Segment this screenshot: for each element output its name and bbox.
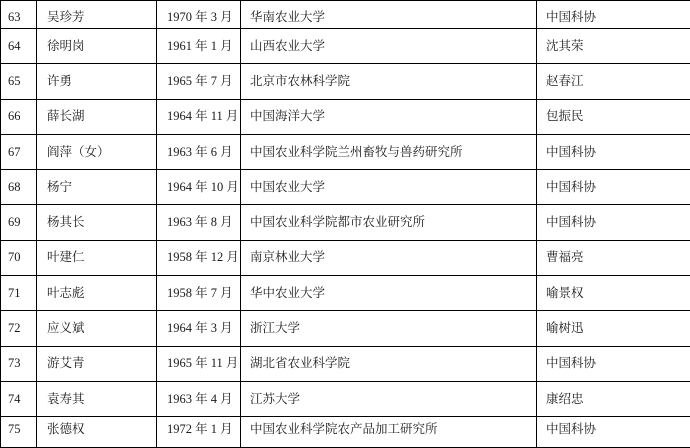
cell-name xyxy=(37,311,157,346)
cell-org xyxy=(241,276,537,311)
cell-birth xyxy=(157,346,241,381)
cell-org xyxy=(241,205,537,240)
cell-org xyxy=(241,381,537,416)
cell-index xyxy=(1,170,37,205)
name-text: 游艾青 xyxy=(37,356,156,371)
birth-text: 1963 年 6 月 xyxy=(157,145,240,160)
recommender-text: 中国科协 xyxy=(537,145,690,160)
org-text: 江苏大学 xyxy=(241,392,536,407)
cell-org xyxy=(241,311,537,346)
cell-index xyxy=(1,240,37,275)
cell-birth xyxy=(157,134,241,169)
cell-birth xyxy=(157,99,241,134)
cell-index xyxy=(1,276,37,311)
cell-name xyxy=(37,346,157,381)
org-text: 中国农业科学院农产品加工研究所 xyxy=(241,422,536,437)
name-text: 叶志彪 xyxy=(37,286,156,301)
cell-org xyxy=(241,346,537,381)
table-row xyxy=(1,29,690,64)
index-text: 72 xyxy=(1,321,36,336)
table-row xyxy=(1,134,690,169)
org-text: 浙江大学 xyxy=(241,321,536,336)
cell-index xyxy=(1,64,37,99)
recommender-text: 中国科协 xyxy=(537,180,690,195)
index-text: 74 xyxy=(1,392,36,407)
recommender-text: 曹福亮 xyxy=(537,250,690,265)
cell-index xyxy=(1,29,37,64)
org-text: 南京林业大学 xyxy=(241,250,536,265)
cell-name xyxy=(37,134,157,169)
name-text: 张德权 xyxy=(37,422,156,437)
cell-birth xyxy=(157,240,241,275)
cell-index xyxy=(1,99,37,134)
index-text: 63 xyxy=(1,10,36,25)
index-text: 70 xyxy=(1,250,36,265)
org-text: 中国农业科学院兰州畜牧与兽药研究所 xyxy=(241,145,536,160)
cell-recommender xyxy=(537,170,690,205)
recommender-text: 中国科协 xyxy=(537,10,690,25)
table-body xyxy=(1,1,690,448)
index-text: 67 xyxy=(1,145,36,160)
index-text: 64 xyxy=(1,39,36,54)
table-row xyxy=(1,1,690,29)
recommender-text: 中国科协 xyxy=(537,215,690,230)
cell-org xyxy=(241,64,537,99)
name-text: 杨宁 xyxy=(37,180,156,195)
index-text: 68 xyxy=(1,180,36,195)
cell-index xyxy=(1,417,37,448)
cell-recommender xyxy=(537,381,690,416)
name-text: 徐明岗 xyxy=(37,39,156,54)
recommender-text: 赵春江 xyxy=(537,74,690,89)
table-row xyxy=(1,381,690,416)
cell-name xyxy=(37,29,157,64)
cell-recommender xyxy=(537,276,690,311)
cell-index xyxy=(1,1,37,29)
cell-recommender xyxy=(537,134,690,169)
cell-birth xyxy=(157,64,241,99)
table-row xyxy=(1,240,690,275)
birth-text: 1963 年 4 月 xyxy=(157,392,240,407)
cell-recommender xyxy=(537,1,690,29)
table-row xyxy=(1,64,690,99)
org-text: 华南农业大学 xyxy=(241,10,536,25)
cell-org xyxy=(241,417,537,448)
org-text: 山西农业大学 xyxy=(241,39,536,54)
cell-index xyxy=(1,134,37,169)
table-row xyxy=(1,346,690,381)
cell-name xyxy=(37,417,157,448)
cell-index xyxy=(1,381,37,416)
org-text: 中国海洋大学 xyxy=(241,109,536,124)
table-row xyxy=(1,170,690,205)
org-text: 北京市农林科学院 xyxy=(241,74,536,89)
cell-birth xyxy=(157,276,241,311)
cell-birth xyxy=(157,311,241,346)
cell-recommender xyxy=(537,240,690,275)
birth-text: 1964 年 10 月 xyxy=(157,180,240,195)
cell-birth xyxy=(157,205,241,240)
name-text: 杨其长 xyxy=(37,215,156,230)
birth-text: 1970 年 3 月 xyxy=(157,10,240,25)
cell-index xyxy=(1,346,37,381)
org-text: 中国农业大学 xyxy=(241,180,536,195)
recommender-text: 沈其荣 xyxy=(537,39,690,54)
cell-index xyxy=(1,311,37,346)
name-text: 应义斌 xyxy=(37,321,156,336)
recommender-text: 康绍忠 xyxy=(537,392,690,407)
cell-org xyxy=(241,1,537,29)
birth-text: 1958 年 7 月 xyxy=(157,286,240,301)
birth-text: 1958 年 12 月 xyxy=(157,250,240,265)
table-row xyxy=(1,311,690,346)
birth-text: 1965 年 11 月 xyxy=(157,356,240,371)
cell-birth xyxy=(157,29,241,64)
cell-recommender xyxy=(537,29,690,64)
cell-name xyxy=(37,276,157,311)
cell-name xyxy=(37,205,157,240)
index-text: 66 xyxy=(1,109,36,124)
table-row xyxy=(1,417,690,448)
cell-birth xyxy=(157,170,241,205)
cell-org xyxy=(241,170,537,205)
recommender-text: 包振民 xyxy=(537,109,690,124)
table-row xyxy=(1,205,690,240)
name-text: 袁寿其 xyxy=(37,392,156,407)
cell-index xyxy=(1,205,37,240)
index-text: 65 xyxy=(1,74,36,89)
cell-org xyxy=(241,240,537,275)
name-text: 许勇 xyxy=(37,74,156,89)
birth-text: 1965 年 7 月 xyxy=(157,74,240,89)
org-text: 华中农业大学 xyxy=(241,286,536,301)
name-text: 叶建仁 xyxy=(37,250,156,265)
name-text: 阎萍（女） xyxy=(37,145,156,160)
birth-text: 1963 年 8 月 xyxy=(157,215,240,230)
index-text: 69 xyxy=(1,215,36,230)
cell-birth xyxy=(157,1,241,29)
cell-name xyxy=(37,1,157,29)
recommender-text: 喻树迅 xyxy=(537,321,690,336)
index-text: 71 xyxy=(1,286,36,301)
cell-org xyxy=(241,29,537,64)
name-text: 吴珍芳 xyxy=(37,10,156,25)
index-text: 75 xyxy=(1,422,36,437)
birth-text: 1972 年 1 月 xyxy=(157,422,240,437)
recommender-text: 喻景权 xyxy=(537,286,690,301)
cell-birth xyxy=(157,381,241,416)
cell-name xyxy=(37,170,157,205)
cell-birth xyxy=(157,417,241,448)
name-text: 薛长湖 xyxy=(37,109,156,124)
cell-recommender xyxy=(537,417,690,448)
cell-recommender xyxy=(537,346,690,381)
cell-name xyxy=(37,381,157,416)
recommender-text: 中国科协 xyxy=(537,422,690,437)
org-text: 中国农业科学院都市农业研究所 xyxy=(241,215,536,230)
cell-org xyxy=(241,134,537,169)
index-text: 73 xyxy=(1,356,36,371)
cell-recommender xyxy=(537,205,690,240)
table-row xyxy=(1,276,690,311)
cell-name xyxy=(37,64,157,99)
birth-text: 1961 年 1 月 xyxy=(157,39,240,54)
org-text: 湖北省农业科学院 xyxy=(241,356,536,371)
cell-name xyxy=(37,99,157,134)
birth-text: 1964 年 3 月 xyxy=(157,321,240,336)
birth-text: 1964 年 11 月 xyxy=(157,109,240,124)
table-row xyxy=(1,99,690,134)
cell-name xyxy=(37,240,157,275)
cell-recommender xyxy=(537,64,690,99)
recommender-text: 中国科协 xyxy=(537,356,690,371)
cell-org xyxy=(241,99,537,134)
cell-recommender xyxy=(537,99,690,134)
cell-recommender xyxy=(537,311,690,346)
